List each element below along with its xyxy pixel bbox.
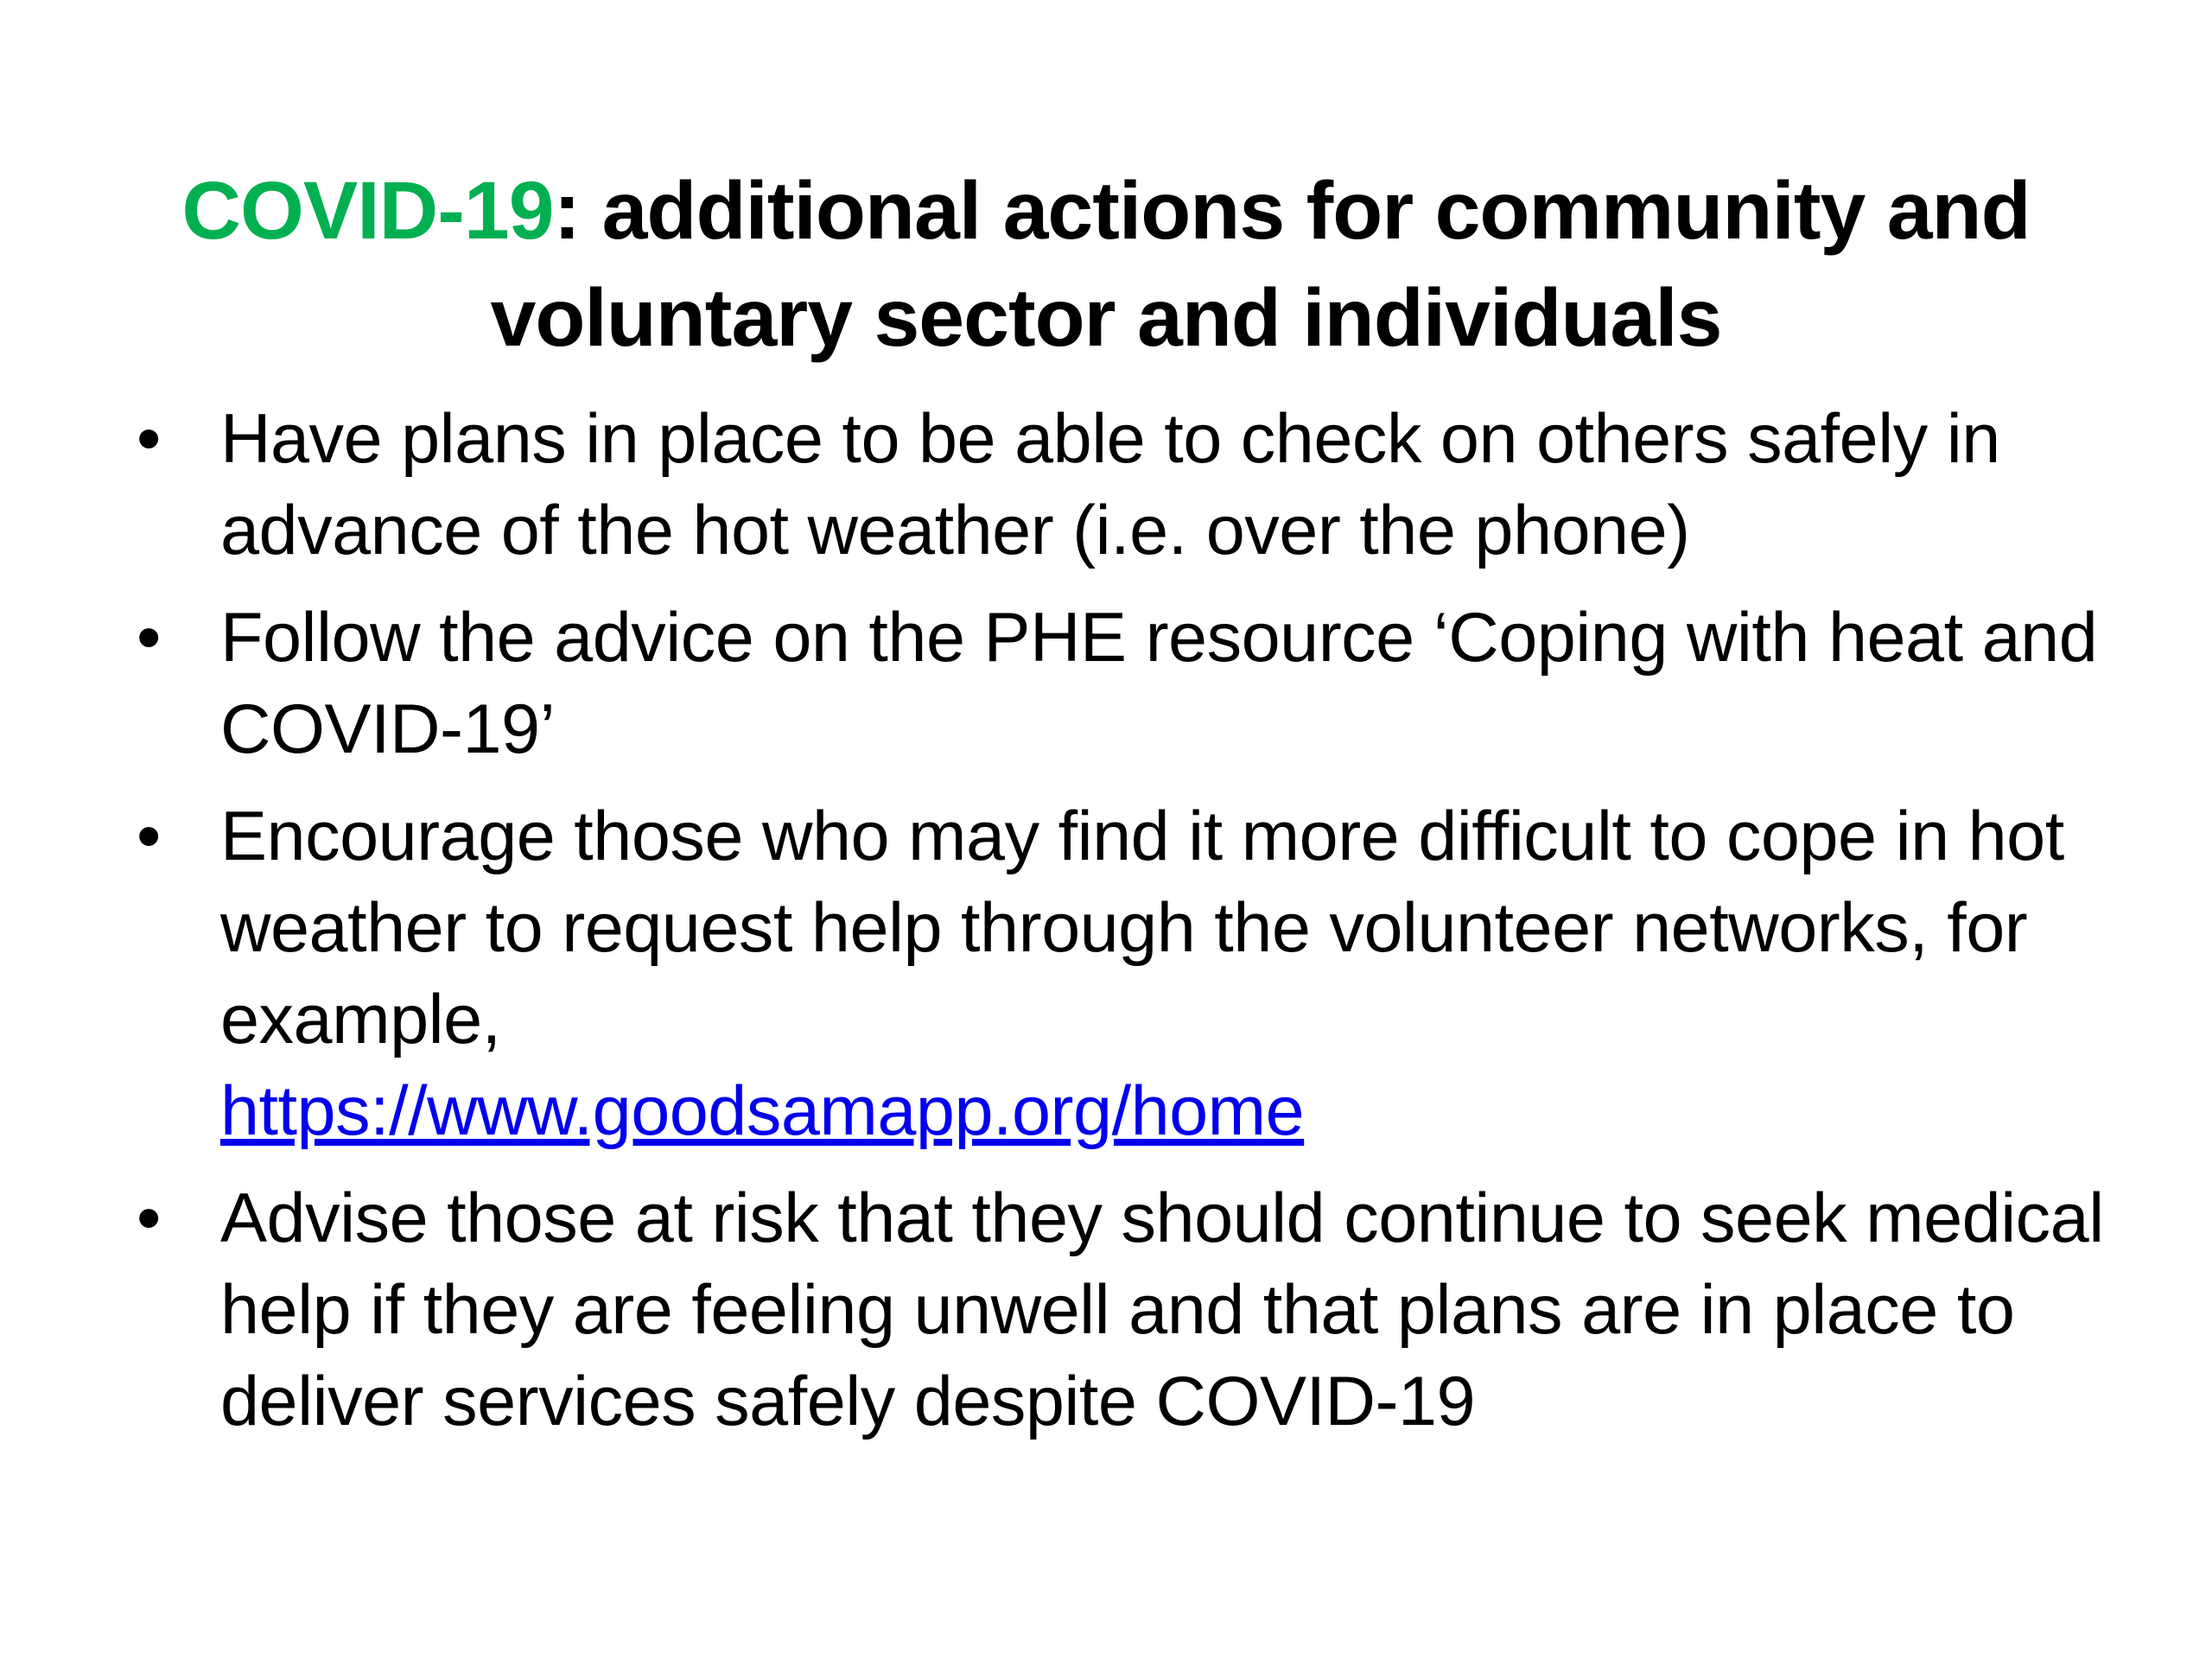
slide-title — [156, 157, 2056, 372]
bullet-icon: • — [137, 798, 161, 875]
bullet-text: Have plans in place to be able to check on others safely in advance of the hot weather (i.e. over the phone) — [220, 400, 2000, 569]
bullet-icon: • — [137, 400, 161, 478]
bullet-item — [130, 1173, 2117, 1447]
bullet-text: Advise those at risk that they should continue to seek medical help if they are feeling unwell and that plans are in place to deliver services safely despite COVID-19 — [220, 1179, 2104, 1440]
bullet-list — [130, 393, 2117, 1463]
bullet-text: Encourage those who may find it more difficult to cope in hot weather to request help through the volunteer networks, for example, — [220, 798, 2064, 1058]
bullet-icon: • — [137, 1179, 161, 1257]
bullet-text: Follow the advice on the PHE resource ‘Coping with heat and COVID-19’ — [220, 599, 2098, 768]
bullet-item — [130, 592, 2117, 775]
title-accent: COVID-19 — [181, 164, 554, 257]
goodsam-link[interactable]: https://www.goodsamapp.org/home — [220, 1072, 1305, 1150]
bullet-icon: • — [137, 599, 161, 677]
title-text: : additional actions for community and voluntary sector and individuals — [490, 164, 2031, 364]
bullet-item — [130, 393, 2117, 576]
bullet-item — [130, 791, 2117, 1157]
